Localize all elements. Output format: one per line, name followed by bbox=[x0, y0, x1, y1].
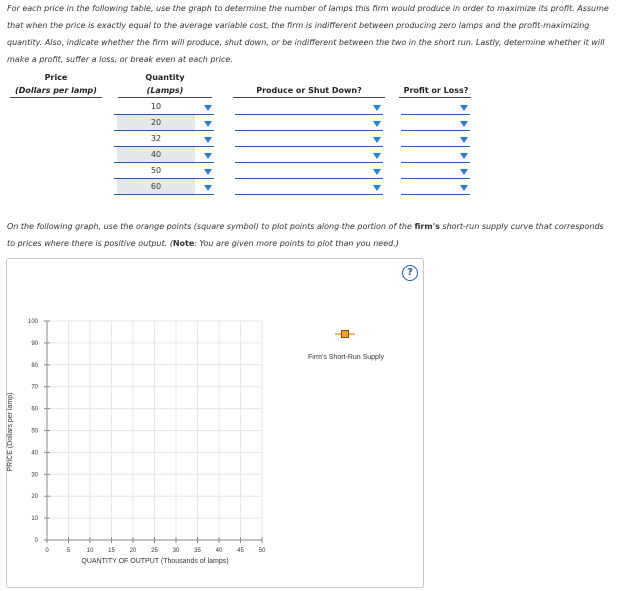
price-cell: 10 bbox=[150, 102, 162, 111]
x-tick-label: 10 bbox=[86, 548, 94, 554]
y-tick-label: 40 bbox=[31, 450, 38, 457]
price-cell: 60 bbox=[117, 179, 195, 194]
instruction-line-1: For each price in the following table, use the graph to determine the number of lamps this firm would produce in order to maximize its profit. Assume bbox=[7, 4, 609, 13]
price-cell: 20 bbox=[117, 115, 195, 130]
graph-instruction-text: : You are given more points to plot than you need.) bbox=[194, 239, 399, 248]
grid bbox=[47, 321, 262, 540]
x-tick-label: 5 bbox=[66, 548, 71, 554]
tick-labels bbox=[28, 319, 266, 554]
price-header: Price bbox=[44, 73, 68, 82]
x-tick-label: 30 bbox=[172, 548, 180, 554]
y-axis-label: PRICE (Dollars per lamp) bbox=[7, 392, 14, 472]
instruction-line-3: quantity. Also, indicate whether the firm will produce, shut down, or be indifferent between the two in the short run. Lastly, determine whether it will bbox=[7, 38, 605, 47]
x-axis-label: QUANTITY OF OUTPUT (Thousands of lamps) bbox=[81, 558, 229, 565]
quantity-subheader: (Lamps) bbox=[146, 86, 184, 95]
legend-label: Firm's Short-Run Supply bbox=[307, 354, 385, 361]
y-tick-label: 20 bbox=[31, 494, 38, 501]
x-tick-label: 15 bbox=[108, 548, 115, 554]
x-tick-label: 35 bbox=[194, 548, 201, 554]
y-tick-label: 90 bbox=[31, 340, 38, 347]
instruction-line-2: that when the price is exactly equal to the average variable cost, the firm is indifferent between producing zero lamps and the profit-maximizing bbox=[7, 21, 590, 30]
axes bbox=[44, 321, 262, 543]
graph-instruction-bold: Note bbox=[172, 239, 195, 248]
price-subheader: (Dollars per lamp) bbox=[15, 86, 97, 95]
x-tick-label: 40 bbox=[215, 548, 223, 554]
price-cell: 40 bbox=[117, 147, 195, 162]
x-tick-label: 25 bbox=[151, 548, 158, 554]
y-tick-label: 10 bbox=[31, 516, 38, 523]
x-tick-label: 50 bbox=[258, 548, 266, 554]
produce-header: Produce or Shut Down? bbox=[256, 86, 362, 95]
supply-point-tool[interactable] bbox=[342, 331, 349, 338]
graph-instruction-bold: firm's bbox=[414, 222, 440, 231]
graph-instruction-text: to prices where there is positive output. ( bbox=[7, 239, 173, 248]
price-cell: 50 bbox=[150, 166, 162, 175]
y-tick-label: 0 bbox=[34, 538, 38, 544]
graph-instruction-text: On the following graph, use the orange points (square symbol) to plot points along the portion of the bbox=[7, 222, 415, 231]
y-tick-label: 50 bbox=[31, 428, 38, 435]
y-tick-label: 100 bbox=[27, 319, 38, 325]
instruction-line-4: make a profit, suffer a loss, or break even at each price. bbox=[7, 55, 233, 64]
y-tick-label: 30 bbox=[31, 472, 38, 479]
graph-instruction-text: short-run supply curve that corresponds bbox=[439, 222, 604, 231]
x-tick-label: 0 bbox=[45, 548, 49, 554]
legend bbox=[308, 331, 385, 362]
y-tick-label: 70 bbox=[31, 384, 38, 391]
profit-header: Profit or Loss? bbox=[403, 86, 469, 95]
y-tick-label: 80 bbox=[31, 362, 38, 369]
help-icon[interactable]: ? bbox=[402, 265, 418, 281]
quantity-header: Quantity bbox=[145, 73, 185, 82]
x-tick-label: 45 bbox=[237, 548, 244, 554]
price-cell: 32 bbox=[150, 134, 162, 143]
y-tick-label: 60 bbox=[31, 406, 38, 413]
x-tick-label: 20 bbox=[129, 548, 137, 554]
